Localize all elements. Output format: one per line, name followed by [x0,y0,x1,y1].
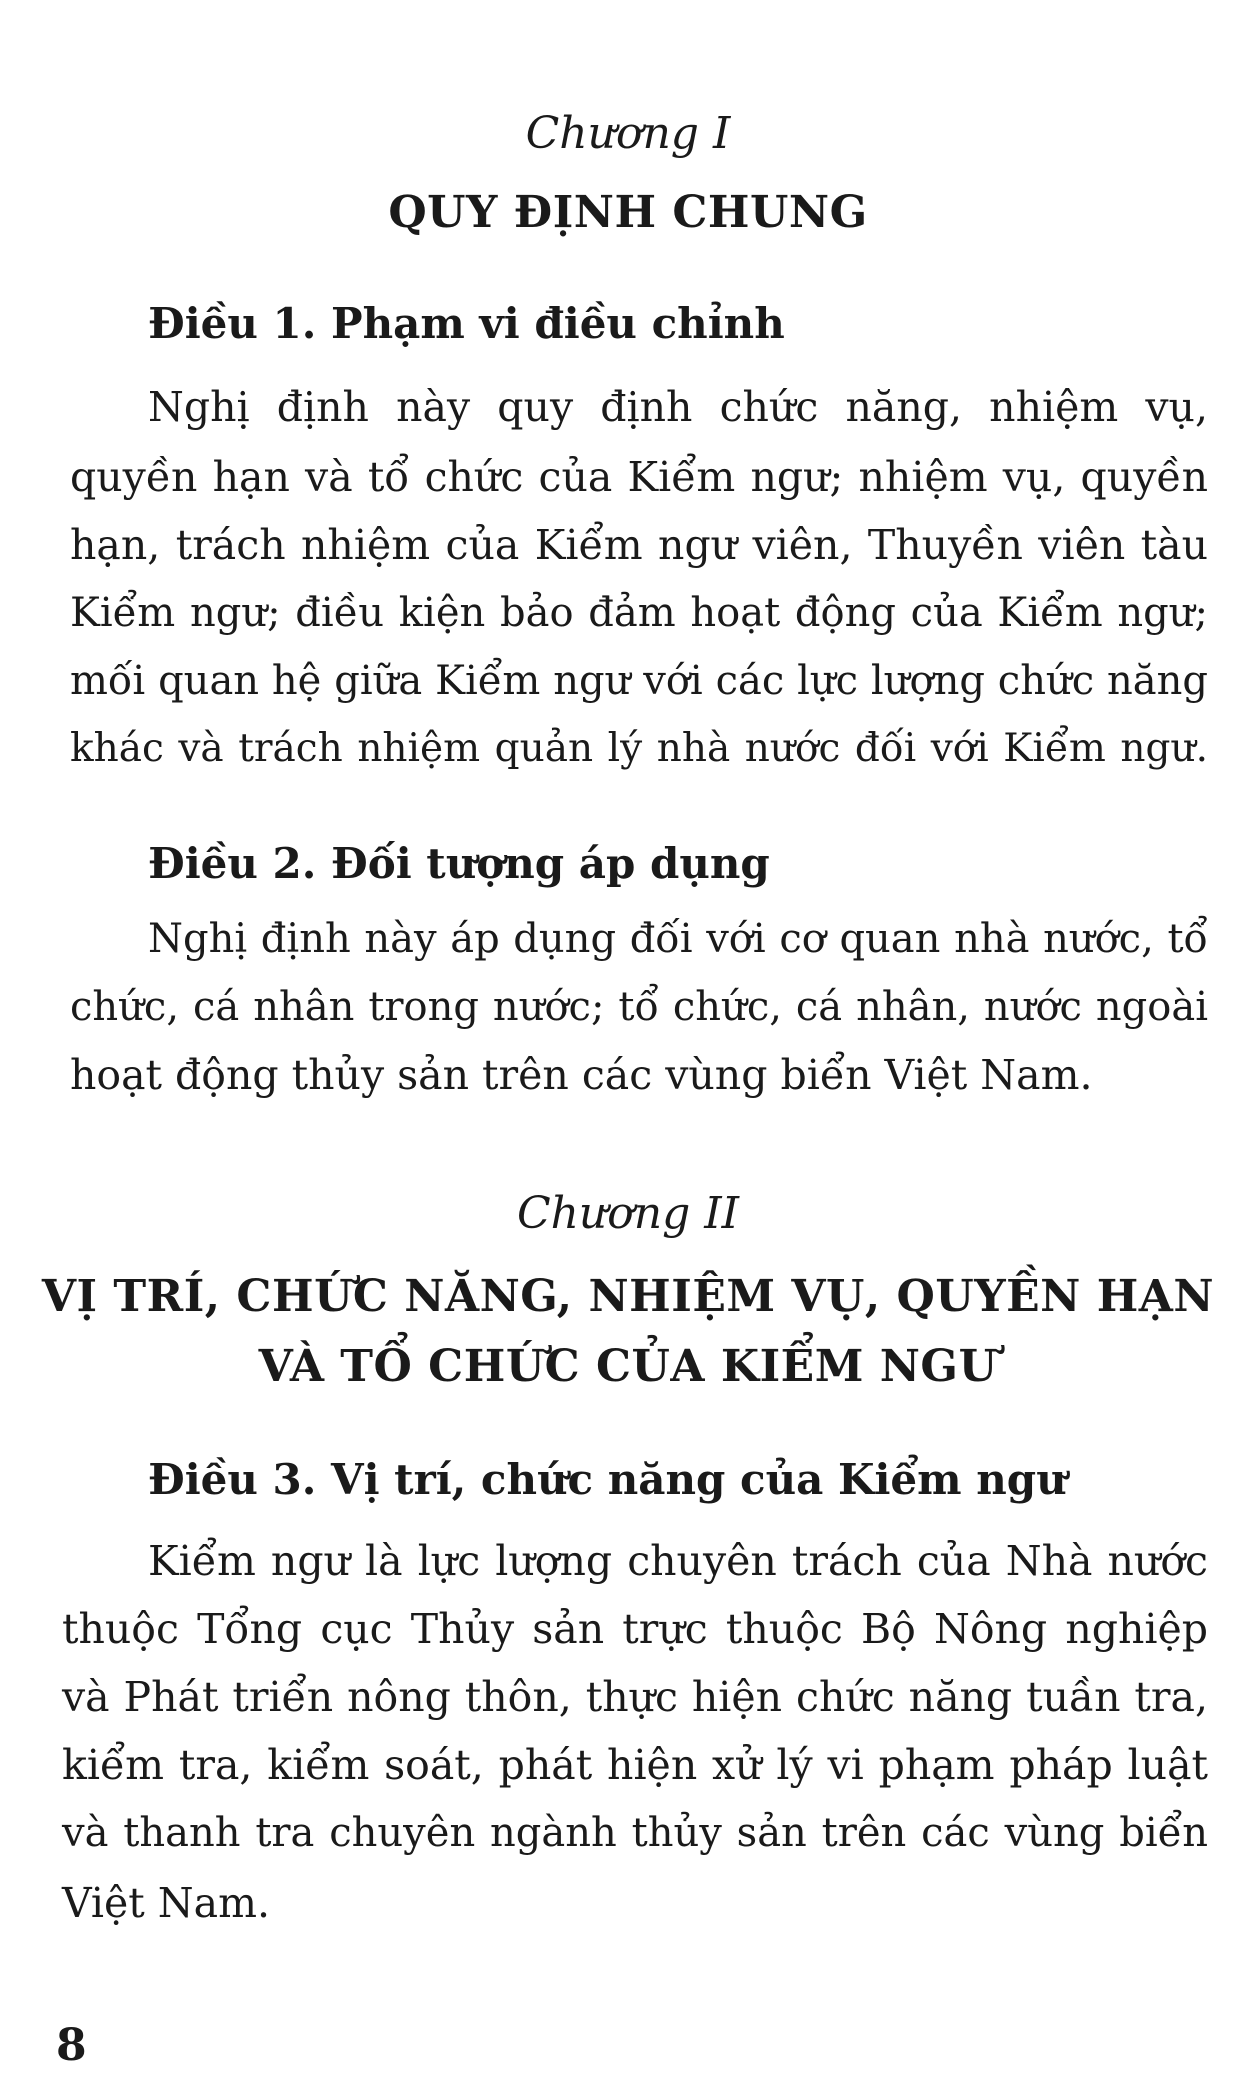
article-1-line: Kiểm ngư; điều kiện bảo đảm hoạt động của Kiểm ngư; [70,590,1208,636]
article-3-line: thuộc Tổng cục Thủy sản trực thuộc Bộ Nông nghiệp [62,1605,1208,1653]
chapter-1-label: Chương I [525,108,731,159]
chapter-2-title-line-2: VÀ TỔ CHỨC CỦA KIỂM NGƯ [258,1341,998,1392]
article-1-line: mối quan hệ giữa Kiểm ngư với các lực lượng chức năng [70,658,1208,704]
chapter-2-title-line-1: VỊ TRÍ, CHỨC NĂNG, NHIỆM VỤ, QUYỀN HẠN [41,1271,1215,1322]
page-number: 8 [56,2020,87,2071]
article-2-line: hoạt động thủy sản trên các vùng biển Việt Nam. [70,1051,1093,1099]
article-1-line: khác và trách nhiệm quản lý nhà nước đối với Kiểm ngư. [70,726,1208,771]
article-2-line: Nghị định này áp dụng đối với cơ quan nhà nước, tổ [148,916,1208,962]
chapter-1-title: QUY ĐỊNH CHUNG [388,187,868,238]
article-3-line: và Phát triển nông thôn, thực hiện chức năng tuần tra, [62,1673,1208,1721]
article-3-line: Việt Nam. [62,1879,271,1927]
article-1-heading: Điều 1. Phạm vi điều chỉnh [148,299,785,348]
article-3-line: và thanh tra chuyên ngành thủy sản trên các vùng biển [62,1810,1208,1856]
chapter-2-label: Chương II [516,1188,740,1239]
article-2-line: chức, cá nhân trong nước; tổ chức, cá nhân, nước ngoài [70,984,1208,1030]
article-1-line: Nghị định này quy định chức năng, nhiệm vụ, [148,383,1208,431]
article-1-line: hạn, trách nhiệm của Kiểm ngư viên, Thuyền viên tàu [70,521,1208,569]
article-1-line: quyền hạn và tổ chức của Kiểm ngư; nhiệm vụ, quyền [70,453,1208,501]
article-3-line: Kiểm ngư là lực lượng chuyên trách của Nhà nước [148,1537,1208,1585]
article-3-heading: Điều 3. Vị trí, chức năng của Kiểm ngư [148,1455,1067,1504]
article-3-line: kiểm tra, kiểm soát, phát hiện xử lý vi phạm pháp luật [62,1741,1208,1789]
article-2-heading: Điều 2. Đối tượng áp dụng [148,839,770,888]
